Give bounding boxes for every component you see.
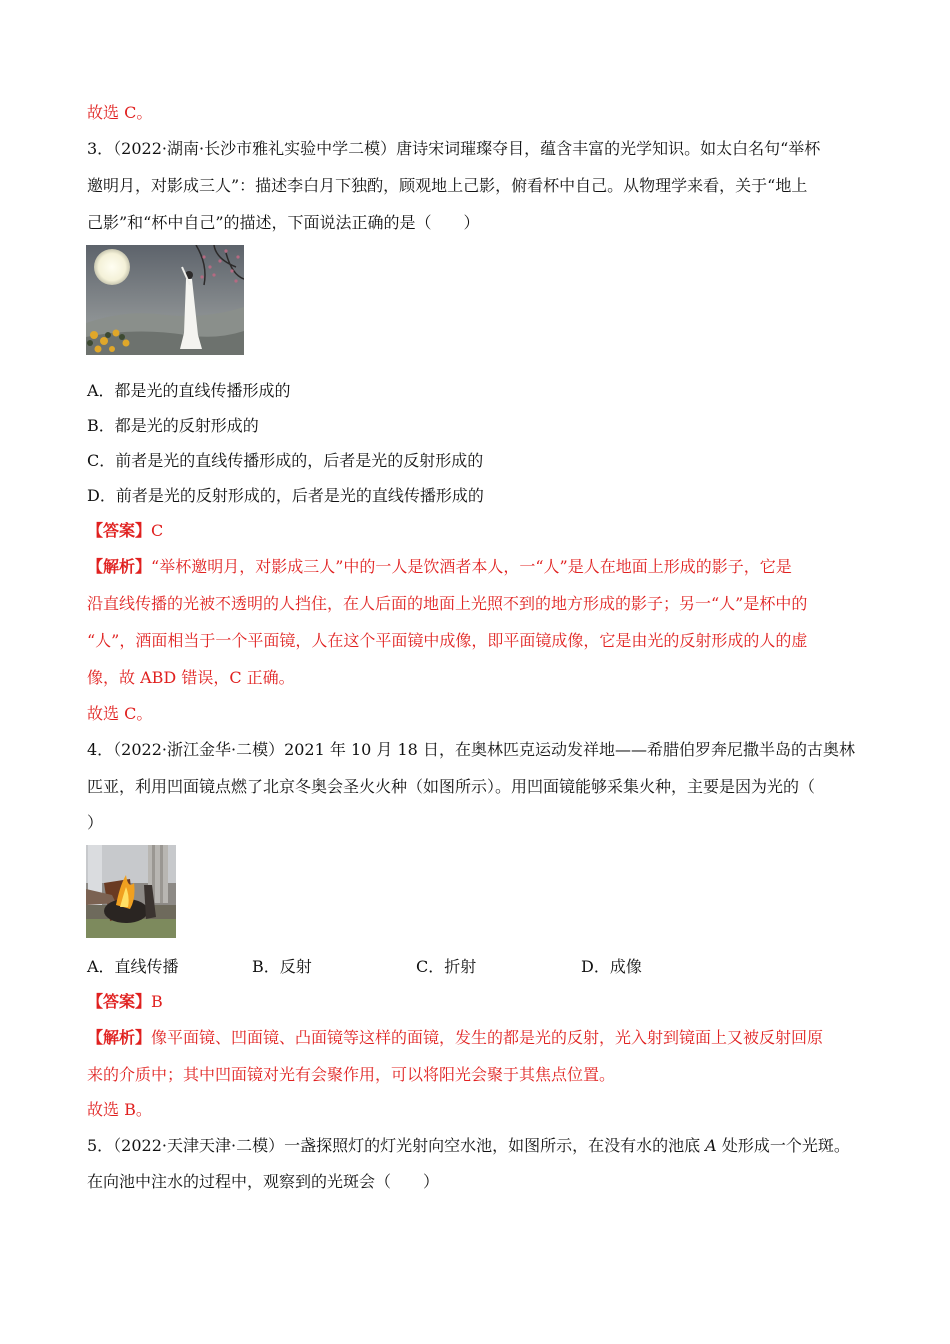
q3-analysis-label: 【解析】 bbox=[87, 557, 152, 576]
q5-stem-line2: 在向池中注水的过程中，观察到的光斑会（ ） bbox=[87, 1172, 440, 1191]
q4-answer bbox=[87, 992, 163, 1012]
q3-analysis-line1 bbox=[87, 557, 792, 577]
q3-option-b: B．都是光的反射形成的 bbox=[87, 416, 259, 435]
q4-option-c: C．折射 bbox=[416, 957, 477, 976]
q3-analysis-line2: 沿直线传播的光被不透明的人挡住，在人后面的地面上光照不到的地方形成的影子；另一“人”是杯中的 bbox=[87, 594, 808, 613]
q4-option-a: A．直线传播 bbox=[87, 957, 179, 976]
q5-stem-line1-b: 处形成一个光斑。 bbox=[716, 1136, 850, 1155]
q4-option-b: B．反射 bbox=[252, 957, 312, 976]
q3-conclusion: 故选 C。 bbox=[87, 704, 153, 723]
q3-stem-line3: 己影”和“杯中自己”的描述，下面说法正确的是（ ） bbox=[87, 213, 480, 232]
q4-option-d: D．成像 bbox=[581, 957, 642, 976]
q5-stem-line1 bbox=[87, 1136, 850, 1156]
q4-analysis-text1: 像平面镜、凹面镜、凸面镜等这样的面镜，发生的都是光的反射，光入射到镜面上又被反射回原 bbox=[151, 1028, 824, 1047]
q3-option-a: A．都是光的直线传播形成的 bbox=[87, 381, 291, 400]
q3-answer-value: C bbox=[151, 521, 164, 540]
q3-stem-line2: 邀明月，对影成三人”：描述李白月下独酌，顾观地上己影，俯看杯中自己。从物理学来看，关于“地上 bbox=[87, 176, 808, 195]
q3-analysis-line3: “人”，酒面相当于一个平面镜，人在这个平面镜中成像，即平面镜成像，它是由光的反射形成的人的虚 bbox=[87, 631, 808, 650]
q4-stem-line1: 4．（2022·浙江金华·二模）2021 年 10 月 18 日，在奥林匹克运动发祥地——希腊伯罗奔尼撒半岛的古奥林 bbox=[87, 740, 855, 759]
q3-analysis-line4: 像，故 ABD 错误，C 正确。 bbox=[87, 668, 295, 687]
q3-answer-label: 【答案】 bbox=[87, 521, 152, 540]
q3-analysis-text1: “举杯邀明月，对影成三人”中的一人是饮酒者本人，一“人”是人在地面上形成的影子，它是 bbox=[151, 557, 792, 576]
q3-stem-line1: 3．（2022·湖南·长沙市雅礼实验中学二模）唐诗宋词璀璨夺目，蕴含丰富的光学知识。如太白名句“举杯 bbox=[87, 139, 821, 158]
q5-stem-line1-a: 5．（2022·天津天津·二模）一盏探照灯的灯光射向空水池，如图所示，在没有水的池底 bbox=[87, 1136, 706, 1155]
q3-answer bbox=[87, 521, 163, 541]
q4-stem-line3: ） bbox=[87, 813, 104, 832]
q3-moon-poet-illustration bbox=[86, 245, 244, 355]
q4-olympic-flame-photo bbox=[86, 845, 176, 938]
q4-analysis-line1 bbox=[87, 1028, 823, 1048]
q4-answer-value: B bbox=[151, 992, 163, 1011]
q4-analysis-line2: 来的介质中；其中凹面镜对光有会聚作用，可以将阳光会聚于其焦点位置。 bbox=[87, 1065, 616, 1084]
q5-point-a-variable: A bbox=[705, 1136, 717, 1155]
q3-option-d: D．前者是光的反射形成的，后者是光的直线传播形成的 bbox=[87, 486, 484, 505]
previous-conclusion: 故选 C。 bbox=[87, 103, 153, 122]
q3-option-c: C．前者是光的直线传播形成的，后者是光的反射形成的 bbox=[87, 451, 484, 470]
q4-stem-line2: 匹亚，利用凹面镜点燃了北京冬奥会圣火火种（如图所示）。用凹面镜能够采集火种，主要是因为光的（ bbox=[87, 777, 816, 796]
q4-conclusion: 故选 B。 bbox=[87, 1100, 152, 1119]
q4-answer-label: 【答案】 bbox=[87, 992, 152, 1011]
q4-analysis-label: 【解析】 bbox=[87, 1028, 152, 1047]
